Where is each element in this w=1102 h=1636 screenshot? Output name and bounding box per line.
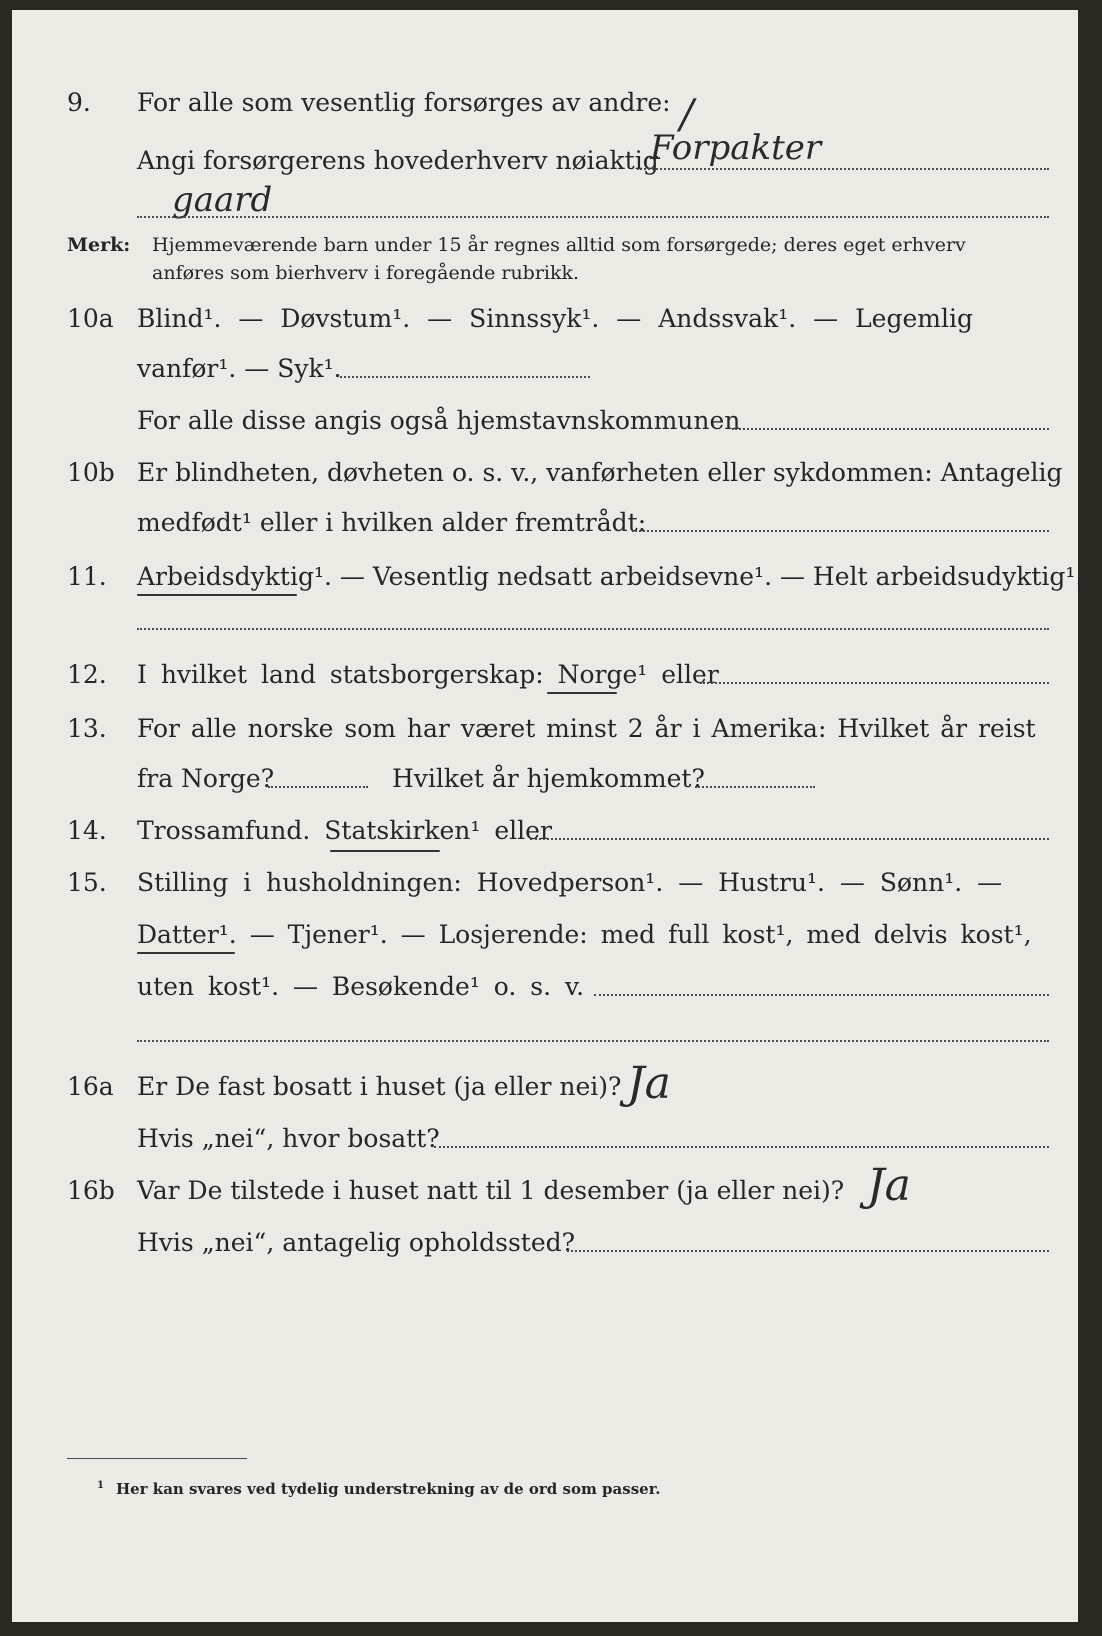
footnote-text: Her kan svares ved tydelig understrekning av de ord som passer. bbox=[115, 1480, 661, 1498]
q15-line2: Datter¹. — Tjener¹. — Losjerende: med full kost¹, med delvis kost¹, bbox=[137, 920, 1032, 949]
q16b-number: 16b bbox=[67, 1176, 115, 1205]
merk-line1: Hjemmeværende barn under 15 år regnes alltid som forsørgede; deres eget erhverv bbox=[152, 234, 966, 256]
q15-line1: Stilling i husholdningen: Hovedperson¹. — Hustru¹. — Sønn¹. — bbox=[137, 868, 1003, 897]
q16a-line1: Er De fast bosatt i huset (ja eller nei)? bbox=[137, 1072, 622, 1101]
q10a-line3: For alle disse angis også hjemstavnskommunen bbox=[137, 406, 741, 435]
q16a-number: 16a bbox=[67, 1072, 114, 1101]
q10b-line1: Er blindheten, døvheten o. s. v., vanførheten eller sykdommen: Antagelig bbox=[137, 458, 1063, 487]
q10a-line2: vanfør¹. — Syk¹. bbox=[137, 354, 342, 383]
q15-number: 15. bbox=[67, 868, 107, 897]
q11-underline-arbeidsdyktig bbox=[137, 594, 297, 596]
q9-check-mark: / bbox=[680, 92, 694, 138]
q13-reist-line bbox=[268, 786, 368, 788]
q9-line1: For alle som vesentlig forsørges av andre: bbox=[137, 88, 671, 117]
q11-number: 11. bbox=[67, 562, 107, 591]
q10b-number: 10b bbox=[67, 458, 115, 487]
q16a-line2: Hvis „nei“, hvor bosatt? bbox=[137, 1124, 440, 1153]
q12-line1: I hvilket land statsborgerskap: Norge¹ eller bbox=[137, 660, 719, 689]
q10b-line2: medfødt¹ eller i hvilken alder fremtrådt: bbox=[137, 508, 647, 537]
q16b-line2: Hvis „nei“, antagelig opholdssted? bbox=[137, 1228, 576, 1257]
q9-number: 9. bbox=[67, 88, 91, 117]
q9-answer-line bbox=[637, 168, 1049, 170]
merk-line2: anføres som bierhverv i foregående rubrikk. bbox=[152, 262, 580, 284]
merk-label: Merk: bbox=[67, 234, 131, 256]
footnote-mark: 1 bbox=[97, 1480, 104, 1491]
q12-answer-line bbox=[700, 682, 1049, 684]
q10a-line1: Blind¹. — Døvstum¹. — Sinnssyk¹. — Andssvak¹. — Legemlig bbox=[137, 304, 973, 333]
q15-answer-line bbox=[594, 994, 1049, 996]
q10b-answer-line bbox=[632, 530, 1049, 532]
q14-underline-statskirken bbox=[330, 850, 440, 852]
q10a-syk-line bbox=[340, 376, 590, 378]
q13-line2a: fra Norge? bbox=[137, 764, 275, 793]
q15-extra-line bbox=[137, 1040, 1049, 1042]
q15-underline-datter bbox=[137, 952, 235, 954]
q15-line3: uten kost¹. — Besøkende¹ o. s. v. bbox=[137, 972, 585, 1001]
q10a-kommune-line bbox=[732, 428, 1049, 430]
q16a-handwritten-answer: Ja bbox=[627, 1058, 671, 1109]
footnote-rule bbox=[67, 1458, 247, 1459]
q13-line2b: Hvilket år hjemkommet? bbox=[392, 764, 705, 793]
q11-answer-line bbox=[137, 628, 1049, 630]
q16b-handwritten-answer: Ja bbox=[867, 1160, 911, 1211]
census-form-page bbox=[12, 10, 1084, 1622]
q14-number: 14. bbox=[67, 816, 107, 845]
q14-line1: Trossamfund. Statskirken¹ eller bbox=[137, 816, 552, 845]
q13-number: 13. bbox=[67, 714, 107, 743]
q11-line1: Arbeidsdyktig¹. — Vesentlig nedsatt arbeidsevne¹. — Helt arbeidsudyktig¹. bbox=[137, 562, 1084, 591]
q12-number: 12. bbox=[67, 660, 107, 689]
q9-handwritten-answer1: Forpakter bbox=[650, 128, 822, 168]
q13-hjemkommet-line bbox=[695, 786, 815, 788]
q12-underline-norge bbox=[547, 692, 617, 694]
q9-line2: Angi forsørgerens hovederhverv nøiaktig bbox=[137, 146, 659, 175]
footnote bbox=[97, 1480, 660, 1498]
q9-answer-line2 bbox=[137, 216, 1049, 218]
q16a-answer-line bbox=[434, 1146, 1049, 1148]
q10a-number: 10a bbox=[67, 304, 114, 333]
q13-line1: For alle norske som har været minst 2 år i Amerika: Hvilket år reist bbox=[137, 714, 1036, 743]
q16b-answer-line bbox=[567, 1250, 1049, 1252]
q16b-line1: Var De tilstede i huset natt til 1 desember (ja eller nei)? bbox=[137, 1176, 845, 1205]
q9-handwritten-answer2: gaard bbox=[172, 180, 273, 220]
q14-answer-line bbox=[530, 838, 1049, 840]
